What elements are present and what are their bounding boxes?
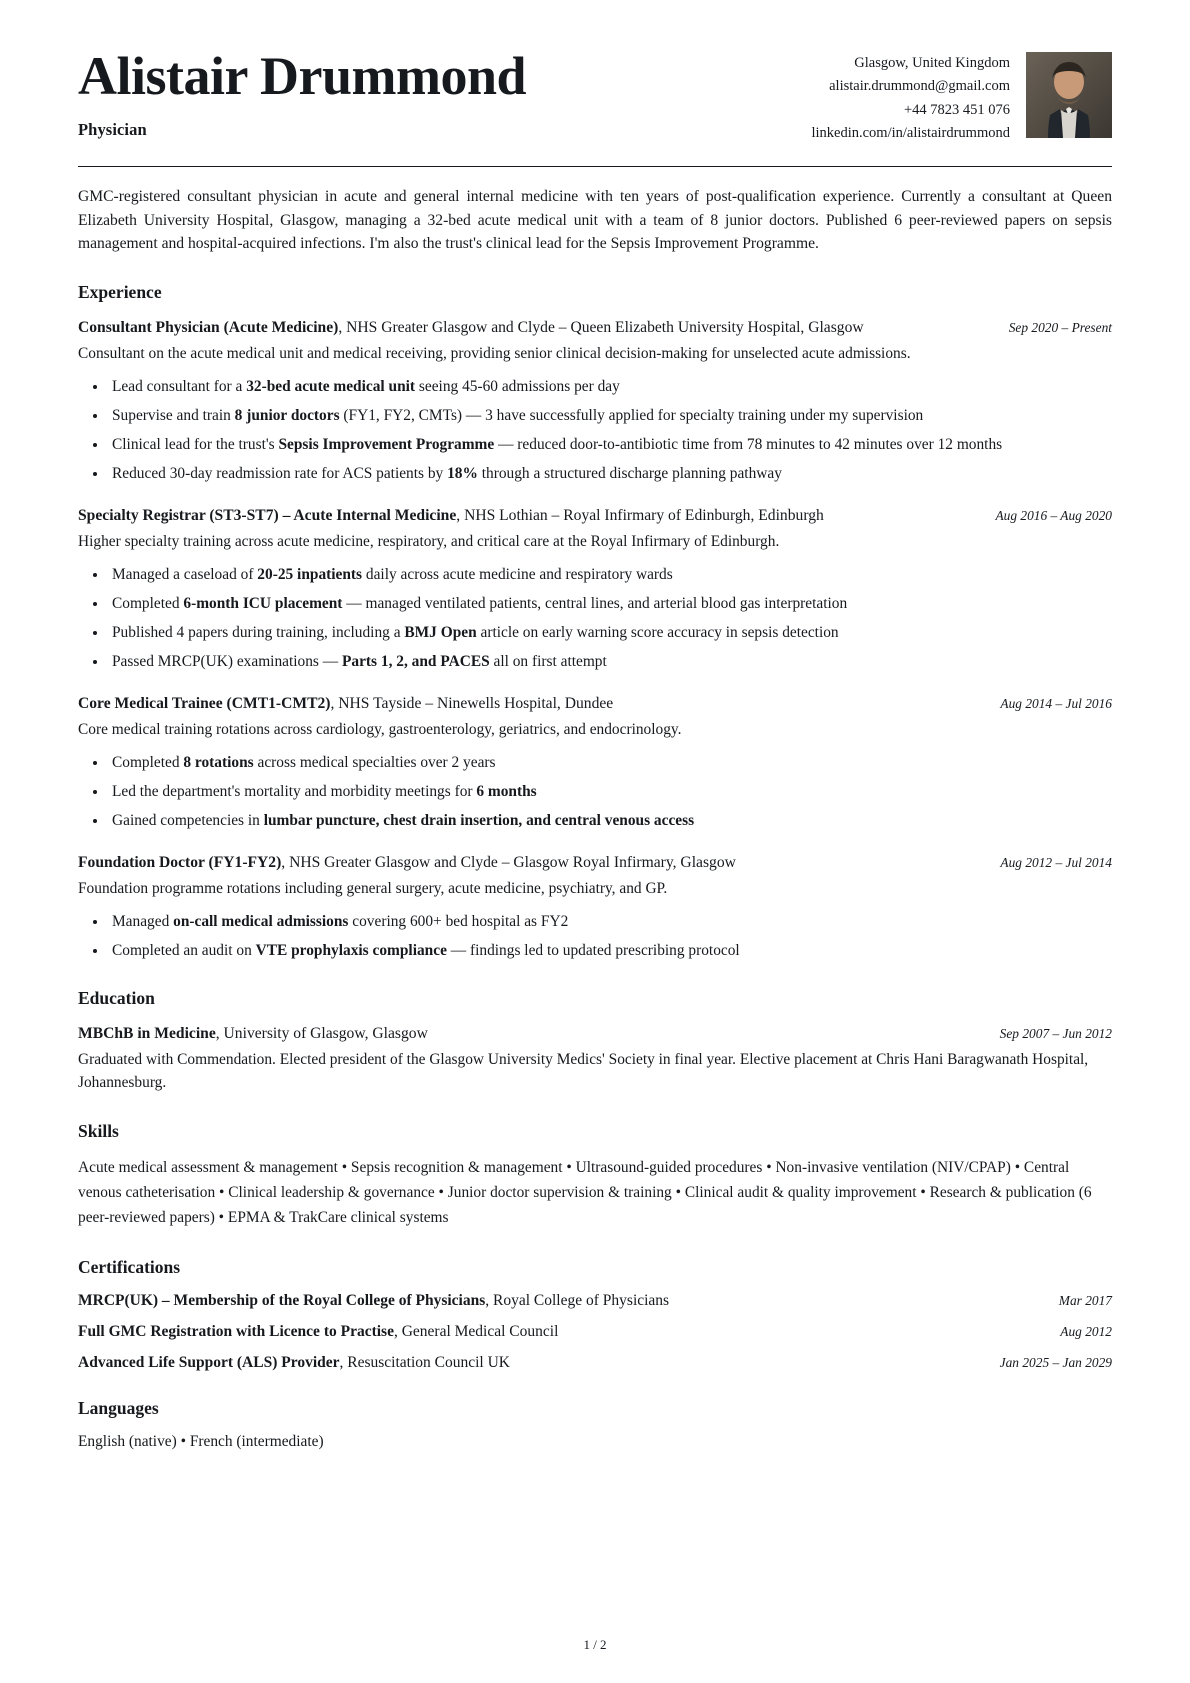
entry-bullets	[78, 910, 1112, 962]
entry-title-rest: , NHS Lothian – Royal Infirmary of Edinburgh, Edinburgh	[456, 507, 824, 525]
certification-date: Aug 2012	[1060, 1323, 1112, 1339]
experience-entry	[78, 852, 1112, 962]
list-item: • Managed a caseload of 20-25 inpatients daily across acute medicine and respiratory wards	[108, 563, 1112, 586]
entry-title-rest: , NHS Tayside – Ninewells Hospital, Dundee	[330, 695, 614, 713]
entry-subtitle: Foundation programme rotations including general surgery, acute medicine, psychiatry, and GP.	[78, 879, 668, 897]
entry-bullets	[78, 563, 1112, 673]
job-role: Physician	[78, 120, 147, 140]
entry-header	[78, 693, 1112, 716]
certification-title-bold: Full GMC Registration with Licence to Practise	[78, 1322, 394, 1340]
entry-header	[78, 1023, 1112, 1046]
entry-date: Sep 2007 – Jun 2012	[999, 1026, 1112, 1042]
resume-header	[78, 44, 1112, 146]
list-item: • Gained competencies in lumbar puncture, chest drain insertion, and central venous access	[108, 809, 1112, 832]
entry-title-bold: Core Medical Trainee (CMT1-CMT2)	[78, 695, 331, 713]
entry-header	[78, 317, 1112, 340]
experience-entry	[78, 317, 1112, 485]
certification-title	[78, 1292, 669, 1310]
entry-date: Aug 2012 – Jul 2014	[1000, 855, 1112, 871]
entry-title	[78, 852, 980, 875]
entry-subtitle: Higher specialty training across acute medicine, respiratory, and critical care at the Royal Infirmary of Edinburgh.	[78, 532, 780, 550]
experience-entry	[78, 693, 1112, 832]
list-item: • Supervise and train 8 junior doctors (FY1, FY2, CMTs) — 3 have successfully applied for specialty training under my supervision	[108, 404, 1112, 427]
list-item: • Reduced 30-day readmission rate for ACS patients by 18% through a structured discharge planning pathway	[108, 462, 1112, 485]
entry-title	[78, 317, 989, 340]
section-title-certifications: Certifications	[78, 1256, 181, 1277]
entry-bullets	[78, 751, 1112, 832]
entry-date: Aug 2014 – Jul 2016	[1000, 696, 1112, 712]
section-education	[78, 988, 1112, 1094]
languages-list: English (native) • French (intermediate)	[78, 1432, 324, 1450]
certification-title	[78, 1323, 558, 1341]
section-skills	[78, 1121, 1112, 1231]
list-item: • Passed MRCP(UK) examinations — Parts 1, 2, and PACES all on first attempt	[108, 650, 1112, 673]
list-item: • Managed on-call medical admissions covering 600+ bed hospital as FY2	[108, 910, 1112, 933]
section-languages	[78, 1398, 1112, 1451]
section-title-experience: Experience	[78, 282, 162, 302]
entry-date: Aug 2016 – Aug 2020	[995, 508, 1112, 524]
contact-linkedin[interactable]: linkedin.com/in/alistairdrummond	[811, 125, 1010, 142]
entry-title-bold: Consultant Physician (Acute Medicine)	[78, 319, 339, 336]
list-item: • Completed 8 rotations across medical specialties over 2 years	[108, 751, 1112, 774]
certification-row	[78, 1323, 1112, 1341]
skills-list: Acute medical assessment & management • Sepsis recognition & management • Ultrasound-guided procedures • Non-invasive ventilation (NIV/CPAP) • Central venous catheterisation • Clinical leadership & governance • Junior doctor supervision & training • Clinical audit & quality improvement • Research & publication (6 peer-reviewed papers) • EPMA & TrakCare clinical systems	[78, 1158, 1092, 1226]
entry-header	[78, 852, 1112, 875]
entry-title-rest: , University of Glasgow, Glasgow	[215, 1025, 428, 1043]
certification-row	[78, 1292, 1112, 1310]
section-title-education: Education	[78, 988, 155, 1009]
entry-title	[78, 693, 980, 716]
list-item: • Published 4 papers during training, including a BMJ Open article on early warning score accuracy in sepsis detection	[108, 621, 1112, 644]
header-left	[78, 44, 811, 140]
certification-date: Mar 2017	[1058, 1292, 1112, 1308]
certification-title-bold: Advanced Life Support (ALS) Provider	[78, 1353, 340, 1371]
page-number: 1 / 2	[583, 1637, 607, 1652]
list-item: • Lead consultant for a 32-bed acute medical unit seeing 45-60 admissions per day	[108, 375, 1112, 398]
contact-location: Glasgow, United Kingdom	[854, 55, 1010, 71]
header-divider	[78, 166, 1112, 167]
list-item: • Led the department's mortality and morbidity meetings for 6 months	[108, 780, 1112, 803]
entry-subtitle: Core medical training rotations across cardiology, gastroenterology, geriatrics, and endocrinology.	[78, 720, 682, 738]
certification-issuer: , Royal College of Physicians	[485, 1291, 670, 1309]
section-experience	[78, 282, 1112, 962]
section-title-skills: Skills	[78, 1120, 119, 1141]
entry-header	[78, 505, 1112, 528]
header-right	[811, 44, 1112, 146]
certification-row	[78, 1354, 1112, 1372]
list-item: • Completed an audit on VTE prophylaxis compliance — findings led to updated prescribing protocol	[108, 939, 1112, 962]
section-certifications	[78, 1257, 1112, 1372]
contact-phone[interactable]: +44 7823 451 076	[903, 101, 1010, 118]
page-title: Alistair Drummond	[78, 46, 527, 106]
education-entry	[78, 1023, 1112, 1094]
entry-title-bold: MBChB in Medicine	[78, 1025, 216, 1043]
certification-date: Jan 2025 – Jan 2029	[999, 1354, 1112, 1370]
education-description: Graduated with Commendation. Elected president of the Glasgow University Medics' Society in final year. Elective placement at Chris Hani Baragwanath Hospital, Johannesburg.	[78, 1050, 1089, 1092]
profile-photo-image	[1026, 52, 1112, 138]
section-title-languages: Languages	[78, 1397, 159, 1418]
entry-title-bold: Specialty Registrar (ST3-ST7) – Acute Internal Medicine	[78, 507, 457, 525]
entry-title-bold: Foundation Doctor (FY1-FY2)	[78, 854, 282, 872]
entry-title-rest: , NHS Greater Glasgow and Clyde – Glasgow Royal Infirmary, Glasgow	[281, 854, 736, 872]
certification-title-bold: MRCP(UK) – Membership of the Royal College of Physicians	[78, 1291, 486, 1309]
summary-text: GMC-registered consultant physician in acute and general internal medicine with ten years of post-qualification experience. Currently a consultant at Queen Elizabeth University Hospital, Glasgow, managing a 32-bed acute medical unit with a team of 8 junior doctors. Published 6 peer-reviewed papers on sepsis management and hospital-acquired infections. I'm also the trust's clinical lead for the Sepsis Improvement Programme.	[78, 187, 1112, 253]
certification-title	[78, 1354, 510, 1372]
list-item: • Completed 6-month ICU placement — managed ventilated patients, central lines, and arterial blood gas interpretation	[108, 592, 1112, 615]
contact-block	[811, 52, 1010, 146]
entry-date: Sep 2020 – Present	[1008, 320, 1112, 335]
entry-title	[78, 1023, 980, 1046]
entry-bullets	[78, 375, 1112, 485]
entry-subtitle: Consultant on the acute medical unit and medical receiving, providing senior clinical decision-making for unselected acute admissions.	[78, 344, 911, 362]
entry-title	[78, 505, 975, 528]
experience-entry	[78, 505, 1112, 673]
list-item: • Clinical lead for the trust's Sepsis Improvement Programme — reduced door-to-antibiotic time from 78 minutes to 42 minutes over 12 months	[108, 433, 1112, 456]
certification-issuer: , General Medical Council	[393, 1322, 559, 1340]
avatar	[1026, 52, 1112, 138]
entry-title-rest: , NHS Greater Glasgow and Clyde – Queen Elizabeth University Hospital, Glasgow	[338, 319, 864, 336]
certification-issuer: , Resuscitation Council UK	[339, 1353, 511, 1371]
contact-email[interactable]: alistair.drummond@gmail.com	[829, 78, 1010, 95]
